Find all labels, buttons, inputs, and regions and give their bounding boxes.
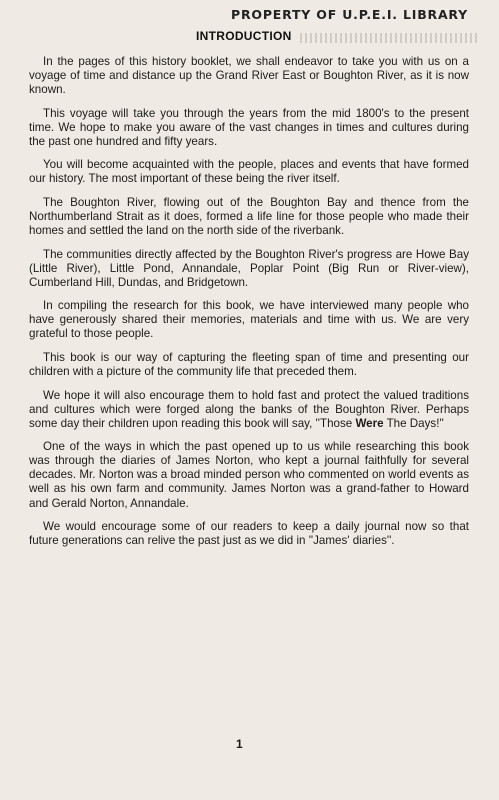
page-number: 1	[236, 737, 243, 751]
library-stamp: PROPERTY OF U.P.E.I. LIBRARY	[231, 7, 469, 22]
paragraph: You will become acquainted with the people, places and events that have formed our history. The most important of these being the river itself.	[29, 158, 469, 186]
paragraph: This book is our way of capturing the fleeting span of time and presenting our children with a picture of the community life that preceded them.	[29, 350, 469, 379]
emphasis-text: Were	[355, 416, 384, 430]
body-text	[29, 55, 469, 558]
paragraph: This voyage will take you through the years from the mid 1800's to the present time. We hope to make you aware of the vast changes in times and cultures during the past one hundred and fifty years.	[29, 106, 469, 148]
paragraph: The communities directly affected by the Boughton River's progress are Howe Bay (Little River), Little Pond, Annandale, Poplar Point (Big Run or River-view), Cumberland Hill, Dundas, and Bridgetown.	[29, 247, 469, 289]
paragraph-text: The Days!''	[383, 416, 444, 430]
page-title: INTRODUCTION	[196, 29, 292, 43]
paragraph-text: We hope it will also encourage them to hold fast and protect the valued traditions and cultures which were forged along the banks of the Boughton River. Perhaps some day their children upon reading this book will say, ''Those	[29, 388, 469, 430]
paragraph: In the pages of this history booklet, we shall endeavor to take you with us on a voyage of time and distance up the Grand River East or Boughton River, as it is now known.	[29, 55, 469, 97]
paragraph: We would encourage some of our readers to keep a daily journal now so that future generations can relive the past just as we did in ''James' diaries''.	[29, 520, 469, 548]
paragraph: The Boughton River, flowing out of the Boughton Bay and thence from the Northumberland Strait as it does, formed a life line for those people who made their homes and settled the land on the north side of the riverbank.	[29, 195, 469, 238]
paragraph	[29, 389, 469, 431]
paragraph: One of the ways in which the past opened up to us while researching this book was through the diaries of James Norton, who kept a journal faithfully for several decades. Mr. Norton was a broad minded person who commented on world events as well as his own farm and community. James Norton was a grand-father to Howard and Gerald Norton, Annandale.	[29, 440, 469, 510]
stamp-texture	[300, 33, 480, 43]
paragraph: In compiling the research for this book, we have interviewed many people who have generously shared their memories, materials and time with us. We are very grateful to those people.	[29, 299, 469, 341]
